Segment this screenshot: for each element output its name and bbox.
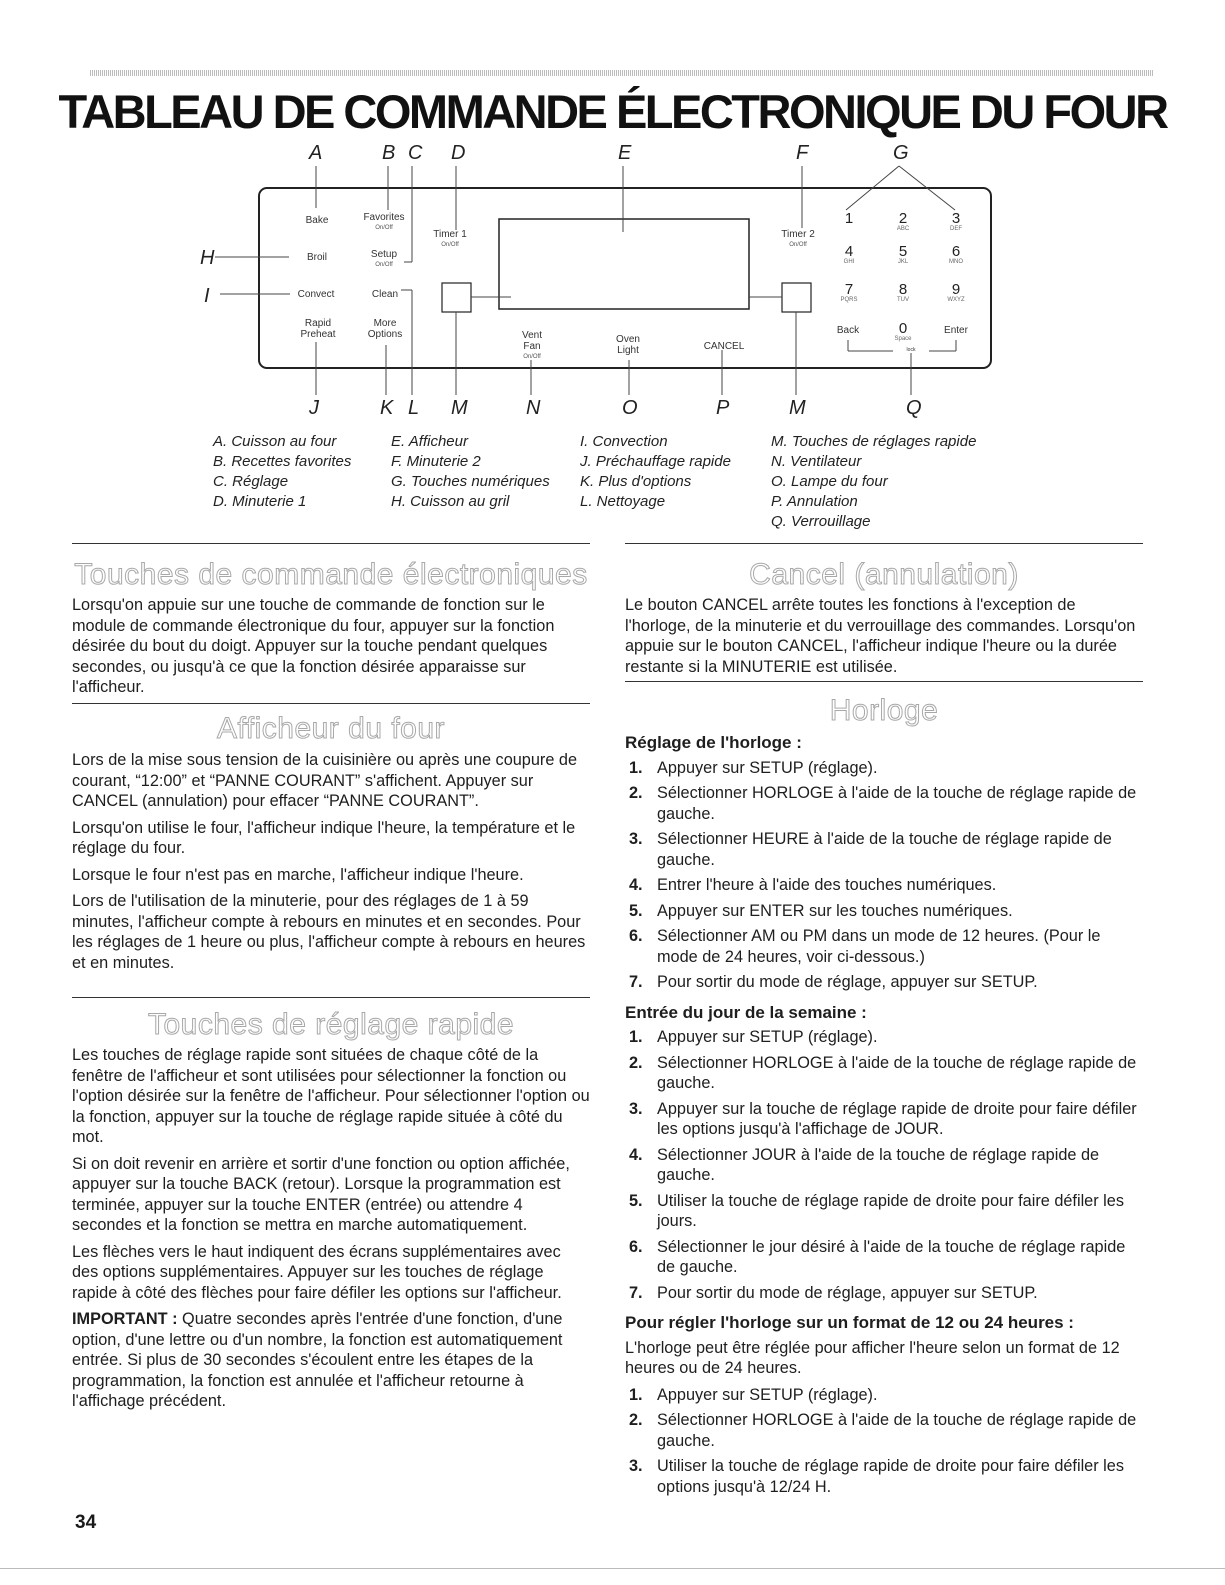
setup-key[interactable] xyxy=(364,249,404,271)
callout-letter: I xyxy=(204,285,210,307)
section-title-reglage-rapide: Touches de réglage rapide xyxy=(147,1008,515,1041)
callout-letter: F xyxy=(796,142,809,164)
keypad-key[interactable]: 1 xyxy=(844,210,854,227)
rapid-label: Rapid xyxy=(304,318,332,329)
callout-letter: H xyxy=(200,247,215,269)
clean-key[interactable]: Clean xyxy=(371,289,399,300)
legend-col-3: I. Convection J. Préchauffage rapide K. Plus d'options L. Nettoyage xyxy=(580,433,731,510)
cancel-key[interactable]: CANCEL xyxy=(703,341,745,352)
legend-col-2: E. Afficheur F. Minuterie 2 G. Touches numériques H. Cuisson au gril xyxy=(391,433,550,510)
callout-letter: O xyxy=(622,397,638,419)
callout-letter: D xyxy=(451,142,466,164)
callout-letter: N xyxy=(526,397,541,419)
list-item: 4. Entrer l'heure à l'aide des touches numériques. xyxy=(629,876,997,894)
callout-letter: A xyxy=(309,142,323,164)
keypad-key[interactable]: 6 MNO xyxy=(949,243,963,265)
list-item: 4. Sélectionner JOUR à l'aide de la touche de réglage rapide de gauche. xyxy=(629,1145,1100,1184)
section-title-cancel: Cancel (annulation) xyxy=(749,558,1019,591)
section-rule xyxy=(625,543,1143,544)
callout-letter: M xyxy=(451,397,468,419)
panel-outline xyxy=(0,0,1225,430)
section-rule xyxy=(72,997,590,998)
bake-key[interactable]: Bake xyxy=(305,215,329,226)
keypad-key[interactable]: 7 PQRS xyxy=(840,281,858,303)
section-title-touches-commande: Touches de commande électroniques xyxy=(74,558,588,591)
section-afficheur-body: Lors de la mise sous tension de la cuisinière ou après une coupure de courant, “12:00” et “PANNE COURANT” s'affichent. Appuyer sur CANCEL (annulation) pour effacer “PANNE COURANT”. Lorsqu'on utilise le four, l'afficheur indique l'heure, la température et le réglage du four. Lorsque le four n'est pas en marche, l'afficheur indique l'heure. Lors de l'utilisation de la minuterie, pour des réglages de 1 à 59 minutes, l'afficheur compte à rebours en minutes et en secondes. Pour les réglages de 1 heure ou plus, l'afficheur compte à rebours en heures et en minutes. xyxy=(72,751,586,972)
list-item: 5. Appuyer sur ENTER sur les touches numériques. xyxy=(629,901,1013,920)
keypad-key[interactable]: 2 ABC xyxy=(896,210,910,232)
more-options-key[interactable] xyxy=(364,318,406,340)
favorites-key[interactable] xyxy=(362,212,406,234)
timer1-label: Timer 1 xyxy=(433,229,467,240)
convect-key[interactable]: Convect xyxy=(297,289,335,300)
timer2-key[interactable] xyxy=(776,229,820,251)
page-title: TABLEAU DE COMMANDE ÉLECTRONIQUE DU FOUR xyxy=(58,85,1167,138)
list-item: 3. Utiliser la touche de réglage rapide de droite pour faire défiler les options jusqu'à 12/24 H. xyxy=(629,1457,1124,1496)
keypad-key[interactable]: 3 DEF xyxy=(950,210,962,232)
steps-jour-semaine xyxy=(625,1027,1143,1303)
list-item: 1. Appuyer sur SETUP (réglage). xyxy=(629,758,878,777)
timer2-label: Timer 2 xyxy=(781,229,815,240)
fan-label: Fan xyxy=(523,341,541,352)
list-item: 3. Sélectionner HEURE à l'aide de la touche de réglage rapide de gauche. xyxy=(629,830,1112,869)
section-rule xyxy=(72,703,590,704)
list-item: 1. Appuyer sur SETUP (réglage). xyxy=(629,1385,878,1404)
callout-letter: P xyxy=(716,397,730,419)
legend-col-1: A. Cuisson au four B. Recettes favorites C. Réglage D. Minuterie 1 xyxy=(213,433,352,510)
list-item: 7. Pour sortir du mode de réglage, appuyer sur SETUP. xyxy=(629,1283,1038,1302)
keypad-key[interactable]: 5 JKL xyxy=(897,243,909,265)
section-rule xyxy=(625,681,1143,682)
setup-sub: On/Off xyxy=(375,262,393,268)
section-reglage-rapide-body: Les touches de réglage rapide sont situées de chaque côté de la fenêtre de l'afficheur et sont utilisées pour sélectionner la fonction ou l'option désirée sur la fenêtre de l'afficheur. Pour sélectionner l'option ou la fonction, appuyer sur la touche de réglage rapide située à côté du mot. Si on doit revenir en arrière et sortir d'une fonction ou option affichée, appuyer sur la touche BACK (retour). Lorsque la programmation est terminée, appuyer sur la touche ENTER (entrée) ou attendre 4 secondes et la fonction se mettra en marche automatiquement. Les flèches vers le haut indiquent des écrans supplémentaires avec des options supplémentaires. Appuyer sur les touches de réglage rapide à côté des flèches pour faire défiler les options sur l'afficheur. IMPORTANT : Quatre secondes après l'entrée d'une fonction, d'une option, d'une lettre ou d'un nombre, la fonction est automatiquement entrée. Si plus de 30 secondes s'écoulent entre les étapes de la programmation, la fonction est annulée et l'afficheur retourne à l'affichage précédent. xyxy=(72,1046,590,1410)
broil-key[interactable]: Broil xyxy=(306,252,327,263)
list-item: 6. Sélectionner le jour désiré à l'aide de la touche de réglage rapide de gauche. xyxy=(629,1237,1126,1276)
favorites-sub: On/Off xyxy=(375,225,393,231)
callout-letter: J xyxy=(309,397,319,419)
keypad-key[interactable]: 4 GHI xyxy=(843,243,855,265)
zero-key[interactable]: 0 Space xyxy=(894,320,912,342)
section-touches-commande-body: Lorsqu'on appuie sur une touche de commande de fonction sur le module de commande électronique du four, appuyer sur la fonction désirée du bout du doigt. Appuyer sur la touche pendant quelques secondes, ou jusqu'à ce que la fonction désirée apparaisse sur l'afficheur. xyxy=(72,596,555,696)
list-item: 2. Sélectionner HORLOGE à l'aide de la touche de réglage rapide de gauche. xyxy=(629,1411,1137,1450)
section-cancel-body: Le bouton CANCEL arrête toutes les fonctions à l'exception de l'horloge, de la minuterie et du verrouillage des commandes. Lorsqu'on appuie sur le bouton CANCEL, l'afficheur indique l'heure ou la durée restante si la MINUTERIE est utilisée. xyxy=(625,596,1136,676)
vent-fan-key[interactable] xyxy=(512,330,552,363)
section-rule xyxy=(72,543,590,544)
setup-label: Setup xyxy=(370,249,398,260)
callout-letter: Q xyxy=(906,397,922,419)
rapid-preheat-key[interactable] xyxy=(298,318,338,340)
back-key[interactable]: Back xyxy=(836,325,860,336)
subheading-reglage-horloge: Réglage de l'horloge : xyxy=(625,733,802,752)
callout-letter: B xyxy=(382,142,396,164)
preheat-label: Preheat xyxy=(300,329,336,340)
callout-letter: C xyxy=(408,142,423,164)
list-item: 3. Appuyer sur la touche de réglage rapide de droite pour faire défiler les options jusqu'à l'affichage de JOUR. xyxy=(629,1099,1137,1138)
list-item: 6. Sélectionner AM ou PM dans un mode de 12 heures. (Pour le mode de 24 heures, voir ci-dessous.) xyxy=(629,927,1101,966)
keypad-key[interactable]: 8 TUV xyxy=(897,281,909,303)
keypad-key[interactable]: 9 WXYZ xyxy=(947,281,965,303)
page-number: 34 xyxy=(75,1512,97,1533)
list-item: 2. Sélectionner HORLOGE à l'aide de la touche de réglage rapide de gauche. xyxy=(629,1053,1137,1092)
steps-format-12-24 xyxy=(625,1385,1143,1498)
timer1-sub: On/Off xyxy=(441,242,459,248)
callout-letter: G xyxy=(893,142,909,164)
list-item: 5. Utiliser la touche de réglage rapide de droite pour faire défiler les jours. xyxy=(629,1191,1124,1230)
list-item: 1. Appuyer sur SETUP (réglage). xyxy=(629,1028,878,1046)
lock-label: lock xyxy=(893,347,929,353)
timer2-sub: On/Off xyxy=(789,242,807,248)
enter-key[interactable]: Enter xyxy=(944,325,968,336)
oven-label: Oven xyxy=(616,334,640,345)
callout-letter: L xyxy=(408,397,420,419)
favorites-label: Favorites xyxy=(363,212,405,223)
light-label: Light xyxy=(617,345,639,356)
section-horloge-body: Réglage de l'horloge : 1. Appuyer sur SETUP (réglage). 2. Sélectionner HORLOGE à l'aide de la touche de réglage rapide de gauche. 3. Sélectionner HEURE à l'aide de la touche de réglage rapide de gauche. 4. Entrer l'heure à l'aide des touches numériques. 5. Appuyer sur ENTER sur les touches numériques. 6. Sélectionner AM ou PM dans un mode de 12 heures. (Pour le mode de 24 heures, voir ci-dessous.) 7. Pour sortir du mode de réglage, appuyer sur SETUP. Entrée du jour de la semaine : 1. Appuyer sur SETUP (réglage). 2. Sélectionner HORLOGE à l'aide de la touche de réglage rapide de gauche. 3. Appuyer sur la touche de réglage rapide de droite pour faire défiler les options jusqu'à l'affichage de JOUR. 4. Sélectionner JOUR à l'aide de la touche de réglage rapide de gauche. 5. Utiliser la touche de réglage rapide de droite pour faire défiler les jours. 6. Sélectionner le jour désiré à l'aide de la touche de réglage rapide de gauche. 7. Pour sortir du mode de réglage, appuyer sur SETUP. Pour régler l'horloge sur un format de 12 ou 24 heures : L'horloge peut être réglée pour afficher l'heure selon un format de 12 heures ou de 24 heures. 1. Appuyer sur SETUP (réglage). 2. Sélectionner HORLOGE à l'aide de la touche de réglage rapide de gauche. 3. Utiliser la touche de réglage rapide de droite pour faire défiler les options jusqu'à 12/24 H. xyxy=(625,733,1143,1507)
timer1-key[interactable] xyxy=(428,229,472,251)
subheading-jour-semaine: Entrée du jour de la semaine : xyxy=(625,1002,867,1022)
section-title-horloge: Horloge xyxy=(829,694,939,727)
vent-label: Vent xyxy=(521,330,543,341)
more-label: More xyxy=(373,318,397,329)
legend-col-4: M. Touches de réglages rapide N. Ventilateur O. Lampe du four P. Annulation Q. Verrouillage xyxy=(771,433,977,530)
list-item: 2. Sélectionner HORLOGE à l'aide de la touche de réglage rapide de gauche. xyxy=(629,784,1137,823)
callout-letter: M xyxy=(789,397,806,419)
bottom-rule xyxy=(0,1568,1225,1569)
oven-light-key[interactable] xyxy=(608,334,648,356)
subheading-format-12-24: Pour régler l'horloge sur un format de 12 ou 24 heures : xyxy=(625,1313,1074,1332)
steps-reglage-horloge xyxy=(625,758,1143,993)
list-item: 7. Pour sortir du mode de réglage, appuyer sur SETUP. xyxy=(629,973,1038,991)
section-title-afficheur: Afficheur du four xyxy=(216,712,446,745)
fan-sub: On/Off xyxy=(523,354,541,360)
options-label: Options xyxy=(367,329,403,340)
callout-letter: K xyxy=(380,397,394,419)
callout-letter: E xyxy=(618,142,632,164)
